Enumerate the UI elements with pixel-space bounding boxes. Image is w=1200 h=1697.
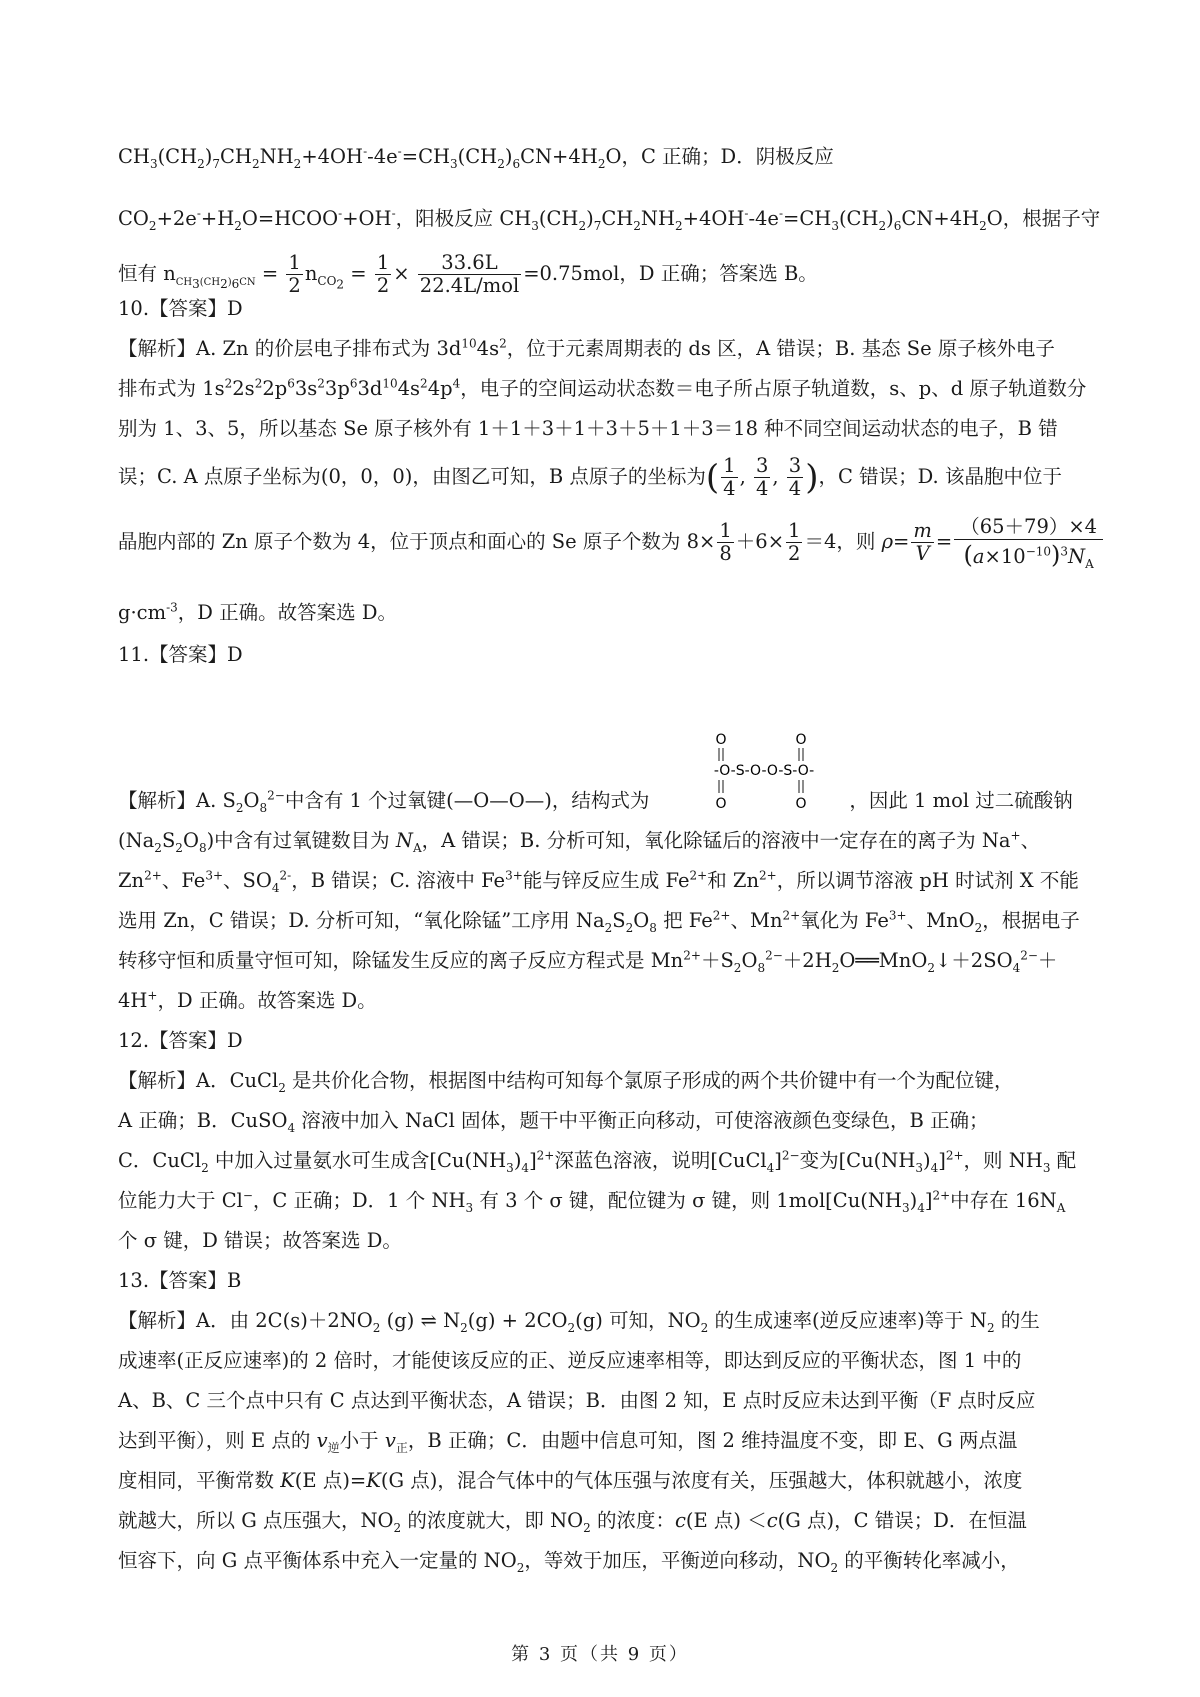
struct-o-top-2: O [795,732,807,748]
page-footer: 第 3 页（共 9 页） [511,1644,689,1665]
q11-line-4: 选用 Zn，C 错误；D. 分析可知，“氧化除锰”工序用 $Na_2S_2O_8$ 把 $Fe^{2+}$、$Mn^{2+}$氧化为 $Fe^{3+}$、MnO$_2$，根据电子 [118,908,1080,935]
q13-line-3: A、B、C 三个点中只有 C 点达到平衡状态，A 错误；B．由图 2 知，E 点时反应未达到平衡（F 点时反应 [118,1389,1036,1412]
q10-line-6: $g\cdot cm^{-3}$，D 正确。故答案选 D。 [118,600,397,624]
q12-line-5: 个 σ 键，D 错误；故答案选 D。 [118,1229,402,1252]
q10-line-2: 排布式为 $1s^22s^22p^63s^23p^63d^{10}4s^24p^4$，电子的空间运动状态数＝电子所占原子轨道数，s、p、d 原子轨道数分 [118,376,1087,400]
q12-line-3: C．CuCl$_2$ 中加入过量氨水可生成含$[Cu(NH_3)_4]^{2+}$深蓝色溶液，说明[CuCl$_4$]$^{2-}$变为$[Cu(NH_3)_4]^{2+}$，则 $NH_3$ 配 [118,1148,1077,1175]
q10-line-5: 晶胞内部的 Zn 原子个数为 4，位于顶点和面心的 Se 原子个数为 8× $\frac{1}{8}$ ＋6× $\frac{1}{2}$ ＝4，则 ρ= $\frac{m}{V}$ = $\frac{(65+79)\times 4}{(a\times 10^{-10})^3N_A}$ [118,510,1088,574]
text-line-2: $CO_2+2e^-+H_2O=HCOO^-+OH^-$，阳极反应 $CH_3(CH_2)_7CH_2NH_2+4OH^--4e^-=CH_3(CH_2)_6CN+4H_2O$，根据子守 [118,206,1101,233]
fraction-half: $\frac{1}{2}$ [288,250,301,297]
q12-line-1: 【解析】A．CuCl$_2$ 是共价化合物，根据图中结构可知每个氯原子形成的两个共价键中有一个为配位键， [118,1069,1014,1095]
q10-line-3: 别为 1、3、5，所以基态 Se 原子核外有 1＋1＋3＋1＋3＋5＋1＋3＝18 种不同空间运动状态的电子，B 错 [118,417,1058,440]
struct-o-bot-2: O [795,796,807,812]
q11-line-5: 转移守恒和质量守恒可知，除锰发生反应的离子反应方程式是 $Mn^{2+}+S_2O_8^{2-}+2H_2O══MnO_2↓+2SO_4^{2-}+$ [118,948,1058,975]
density-fraction: $\frac{(65+79)\times 4}{(a\times 10^{-10})^3N_A}$ [954,515,1103,570]
q11-line-3: $Zn^{2+}$、$Fe^{3+}$、$SO_4^{2-}$，B 错误；C. 溶液中 $Fe^{3+}$能与锌反应生成 $Fe^{2+}$和 $Zn^{2+}$，所以调节溶液 pH 时试剂 X 不能 [118,868,1079,895]
q12-line-4: 位能力大于 Cl−，C 正确；D．1 个 $NH_3$ 有 3 个 σ 键，配位键为 σ 键，则 $1mol[Cu(NH_3)_4]^{2+}$中存在 $16N_A$ [118,1188,1066,1215]
q11-line-6: 4H+，D 正确。故答案选 D。 [118,988,377,1012]
text-line-3: 恒有 $n_{CH_3(CH_2)_6CN}$ = $\frac{1}{2}$ $n_{CO_2}$ = $\frac{1}{2}$ × $\frac{33.6L}{\text{22.4L/mol}}$ =0.75mol，D 正确；答案选 B。 [118,250,818,297]
struct-o-bot-1: O [715,796,727,812]
text-line-1: $CH_3(CH_2)_7CH_2NH_2+4OH^--4e^-=CH_3(CH_2)_6CN+4H_2O$，C 正确；D．阴极反应 [118,144,834,171]
q13-line-4: 达到平衡），则 E 点的 $v_逆$小于 $v_正$，B 正确；C．由题中信息可知，图 2 维持温度不变，即 E、G 两点温 [118,1429,1018,1455]
struct-main-row: -O-S-O-O-S-O- [713,763,815,779]
fraction-half: $\frac{1}{2}$ [376,250,390,297]
q10-heading: 10.【答案】D [118,297,243,320]
struct-o-top-1: O [715,732,727,748]
q10-line-1: 【解析】A. Zn 的价层电子排布式为 $3d^{10}4s^2$，位于元素周期表的 ds 区，A 错误；B. 基态 Se 原子核外电子 [118,336,1055,360]
q12-heading: 12.【答案】D [118,1029,243,1052]
q13-line-1: 【解析】A．由 $2C(s)+2NO_2$ (g) ⇌ $N_2(g) + 2CO_2(g)$ 可知，$NO_2$ 的生成速率(逆反应速率)等于 $N_2$ 的生 [118,1309,1040,1335]
q11-line-1: 【解析】A. $S_2O_8^{2-}$中含有 1 个过氧键(—O—O—)，结构式为 ，因此 1 mol 过二硫酸钠 [118,788,1073,815]
q13-line-5: 度相同，平衡常数 K(E 点)=K(G 点)，混合气体中的气体压强与浓度有关，压强越大，体积就越小，浓度 [118,1469,1023,1492]
q10-line-4: 误；C. A 点原子坐标为(0，0，0)，由图乙可知，B 点原子的坐标为( $\frac{1}{4}$ , $\frac{3}{4}$ , $\frac{3}{4}$ )，C 错误；D. 该晶胞中位于 [118,453,1062,500]
q13-line-7: 恒容下，向 G 点平衡体系中充入一定量的 $NO_2$，等效于加压，平衡逆向移动，$NO_2$ 的平衡转化率减小， [118,1549,1020,1575]
q11-heading: 11.【答案】D [118,643,243,666]
q11-line-2: $(Na_2S_2O_8)$中含有过氧键数目为 $N_A$，A 错误；B. 分析可知，氧化除锰后的溶液中一定存在的离子为 Na+、 [118,828,1041,855]
q12-line-2: A 正确；B．CuSO$_4$ 溶液中加入 NaCl 固体，题干中平衡正向移动，可使溶液颜色变绿色，B 正确； [118,1109,989,1135]
q13-line-6: 就越大，所以 G 点压强大，$NO_2$ 的浓度就大，即 $NO_2$ 的浓度：c(E 点) ＜c(G 点)，C 错误；D．在恒温 [118,1509,1027,1535]
fraction-volume: $\frac{33.6L}{\text{22.4L/mol}}$ [419,250,520,297]
q13-line-2: 成速率(正反应速率)的 2 倍时，才能使该反应的正、逆反应速率相等，即达到反应的平衡状态，图 1 中的 [118,1349,1022,1372]
q13-heading: 13.【答案】B [118,1269,242,1292]
